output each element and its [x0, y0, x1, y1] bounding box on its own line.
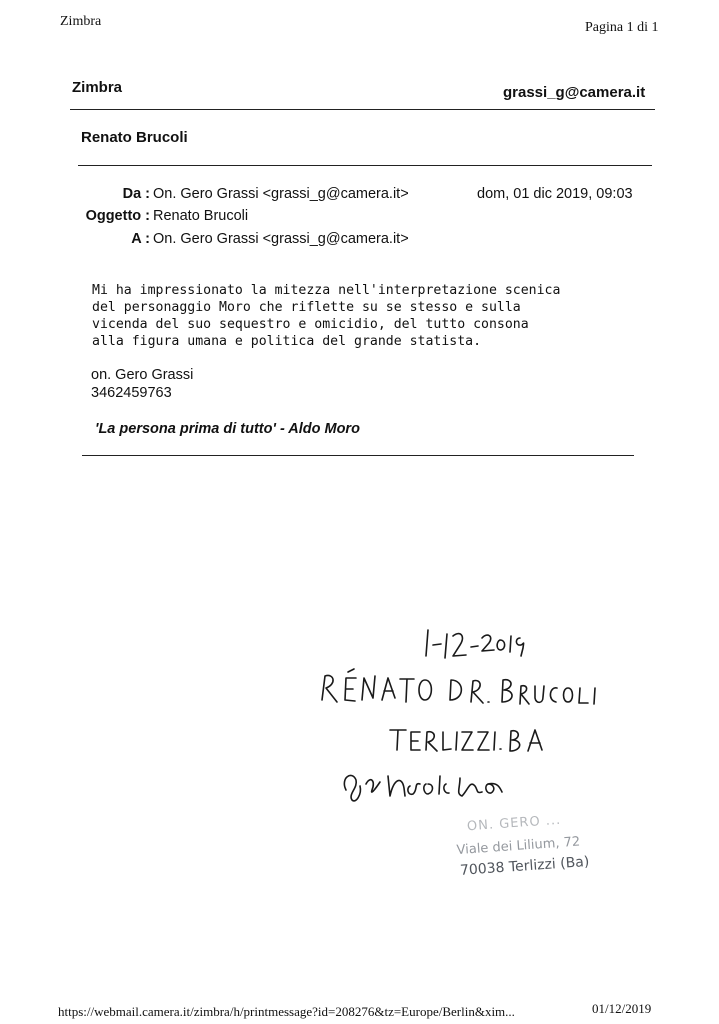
address-stamp [453, 810, 608, 895]
signature-phone: 3462459763 [91, 385, 172, 401]
subject-label: Oggetto : [85, 208, 150, 224]
stamp-line-1: ON. GERO ... [466, 812, 562, 835]
to-label: A : [131, 231, 150, 247]
print-footer-date: 01/12/2019 [592, 1001, 652, 1016]
handwritten-town [390, 730, 542, 751]
from-label: Da : [122, 186, 150, 202]
subject-value: Renato Brucoli [153, 208, 249, 224]
page-counter: Pagina 1 di 1 [585, 20, 659, 35]
stamp-line-3: 70038 Terlizzi (Ba) [459, 853, 590, 879]
message-date: dom, 01 dic 2019, 09:03 [477, 186, 633, 202]
signature-quote: 'La persona prima di tutto' - Aldo Moro [95, 421, 360, 437]
app-name: Zimbra [72, 79, 123, 96]
signature-name: on. Gero Grassi [91, 367, 194, 383]
to-value: On. Gero Grassi <grassi_g@camera.it> [153, 231, 409, 247]
print-footer-url: https://webmail.camera.it/zimbra/h/printmessage?id=208276&tz=Europe/Berlin&xim... [58, 1004, 515, 1019]
handwritten-name [322, 669, 595, 704]
subject-divider [78, 165, 652, 166]
print-header-title: Zimbra [60, 14, 102, 29]
handwritten-signature [344, 775, 502, 800]
account-email: grassi_g@camera.it [503, 84, 646, 101]
handwritten-note [310, 618, 610, 808]
handwritten-date [426, 630, 524, 658]
message-subject-title: Renato Brucoli [81, 129, 188, 146]
from-value: On. Gero Grassi <grassi_g@camera.it> [153, 186, 409, 202]
message-body: Mi ha impressionato la mitezza nell'interpretazione scenica del personaggio Moro che riflette su se stesso e sulla vicenda del suo sequestro e omicidio, del tutto consona alla figura umana e politica del grande statista. [92, 283, 561, 349]
stamp-line-2: Viale dei Lilium, 72 [456, 834, 581, 859]
header-divider [70, 109, 655, 110]
message-end-divider [82, 455, 634, 456]
